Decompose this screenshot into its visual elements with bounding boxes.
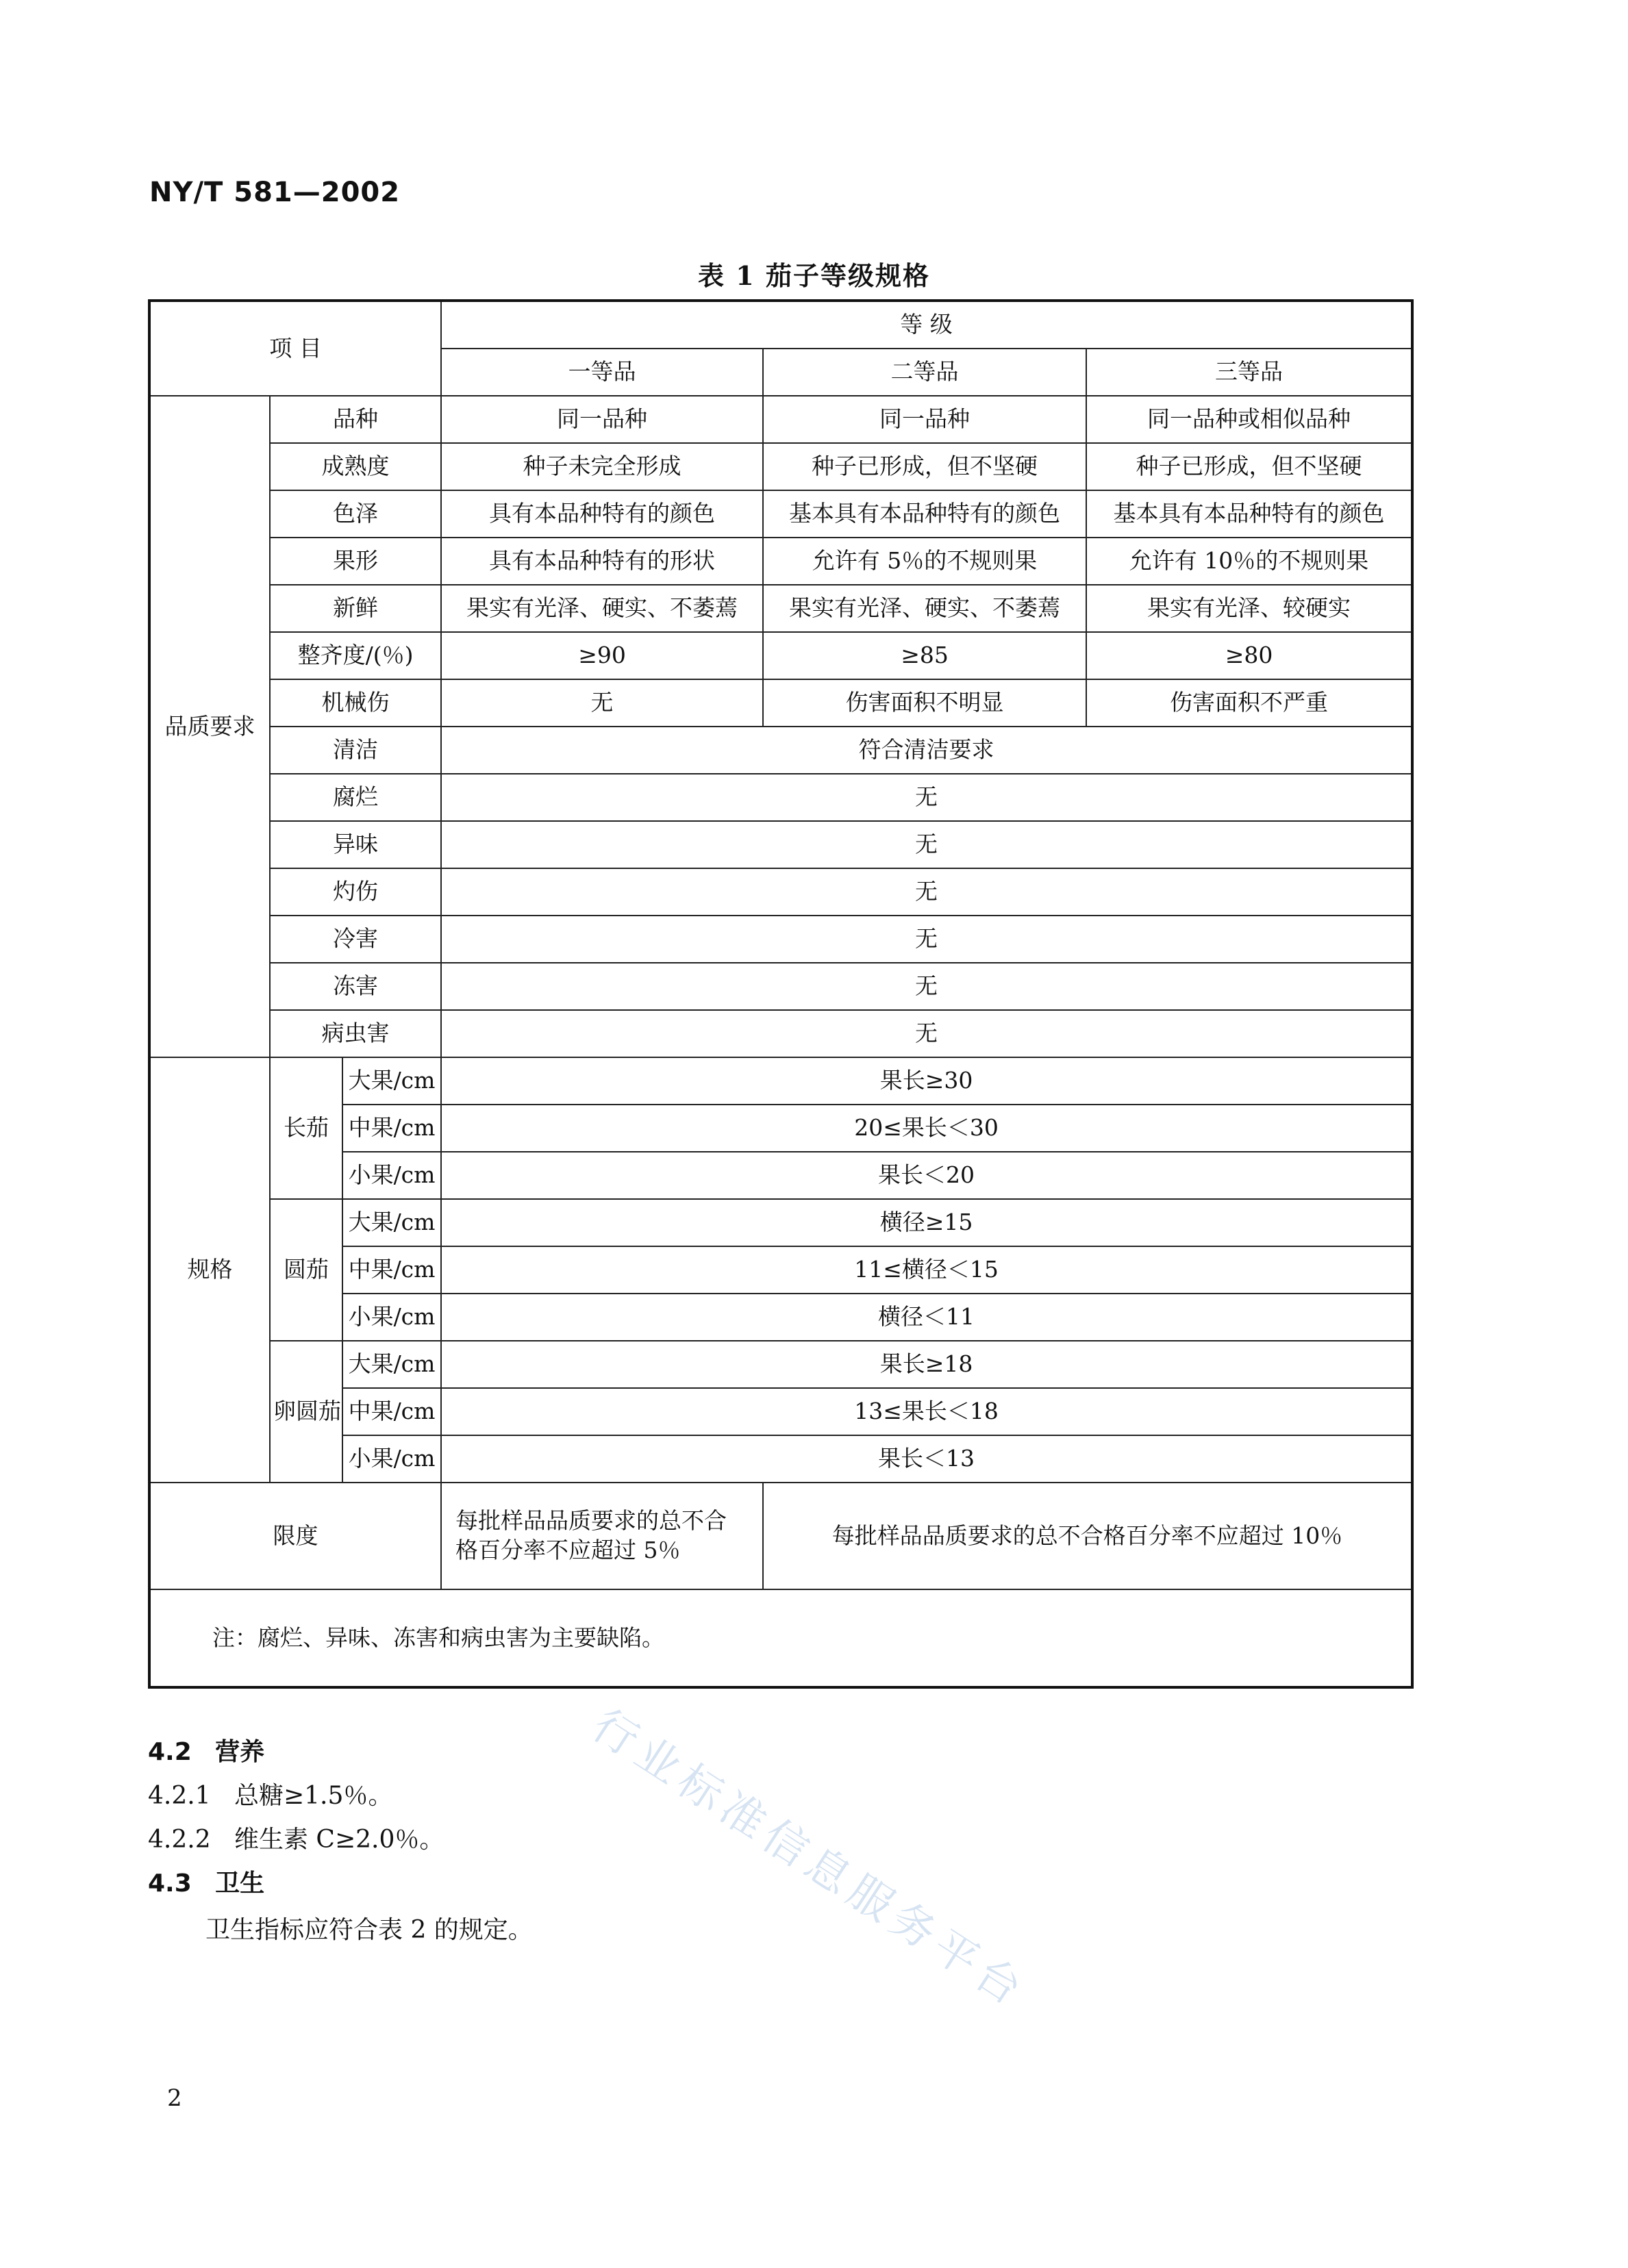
cell: 13≤果长＜18 xyxy=(441,1388,1412,1435)
table-row xyxy=(149,538,1412,585)
cell: 允许有 5％的不规则果 xyxy=(763,538,1086,585)
section-title: 卫生 xyxy=(215,1869,265,1898)
row-name: 病虫害 xyxy=(270,1010,441,1057)
document-code: NY/T 581—2002 xyxy=(149,177,401,208)
cell: 果长≥18 xyxy=(441,1341,1412,1388)
cell: 无 xyxy=(441,679,763,727)
cell: 基本具有本品种特有的颜色 xyxy=(1086,490,1412,538)
size-name: 大果/cm xyxy=(342,1199,441,1246)
cell: 允许有 10％的不规则果 xyxy=(1086,538,1412,585)
size-name: 小果/cm xyxy=(342,1152,441,1199)
cell: 种子已形成，但不坚硬 xyxy=(1086,443,1412,490)
table-row xyxy=(149,1483,1412,1589)
row-name: 品种 xyxy=(270,396,441,443)
row-name: 成熟度 xyxy=(270,443,441,490)
cell: 20≤果长＜30 xyxy=(441,1105,1412,1152)
cell: 果实有光泽、硬实、不萎蔫 xyxy=(763,585,1086,632)
cell: 符合清洁要求 xyxy=(441,727,1412,774)
cell: 11≤横径＜15 xyxy=(441,1246,1412,1294)
row-name: 冷害 xyxy=(270,916,441,963)
row-name: 冻害 xyxy=(270,963,441,1010)
cell: 无 xyxy=(441,916,1412,963)
size-name: 中果/cm xyxy=(342,1388,441,1435)
cell: 果实有光泽、较硬实 xyxy=(1086,585,1412,632)
table-row xyxy=(149,1589,1412,1687)
size-name: 大果/cm xyxy=(342,1341,441,1388)
spec-label: 规格 xyxy=(149,1057,270,1483)
table-row xyxy=(149,727,1412,774)
quality-label: 品质要求 xyxy=(149,396,270,1057)
table-row xyxy=(149,1199,1412,1246)
section-4-3 xyxy=(148,1864,264,1899)
watermark: 行业标准信息服务平台 xyxy=(583,1700,1036,2019)
row-name: 色泽 xyxy=(270,490,441,538)
header-grade-1: 一等品 xyxy=(441,349,763,396)
size-name: 小果/cm xyxy=(342,1435,441,1483)
spec-group-name: 圆茄 xyxy=(270,1199,342,1341)
table-row xyxy=(149,443,1412,490)
cell: 横径＜11 xyxy=(441,1294,1412,1341)
cell: 种子已形成，但不坚硬 xyxy=(763,443,1086,490)
cell: 伤害面积不明显 xyxy=(763,679,1086,727)
cell: ≥80 xyxy=(1086,632,1412,679)
table-row xyxy=(149,301,1412,349)
table-row xyxy=(149,821,1412,868)
cell: 果长＜20 xyxy=(441,1152,1412,1199)
section-number: 4.2.2 xyxy=(148,1826,211,1854)
size-name: 中果/cm xyxy=(342,1105,441,1152)
table-row xyxy=(149,490,1412,538)
table-row xyxy=(149,632,1412,679)
section-text: 维生素 C≥2.0％。 xyxy=(234,1826,444,1854)
table-row xyxy=(149,963,1412,1010)
table-row xyxy=(149,868,1412,916)
cell: 果实有光泽、硬实、不萎蔫 xyxy=(441,585,763,632)
table-row xyxy=(149,1341,1412,1388)
limit-grade-1: 每批样品品质要求的总不合格百分率不应超过 5％ xyxy=(441,1483,763,1589)
cell: 无 xyxy=(441,821,1412,868)
cell: 果长≥30 xyxy=(441,1057,1412,1105)
table-row xyxy=(149,585,1412,632)
row-name: 整齐度/(％) xyxy=(270,632,441,679)
row-name: 腐烂 xyxy=(270,774,441,821)
cell: 无 xyxy=(441,1010,1412,1057)
table-row xyxy=(149,774,1412,821)
cell: 同一品种或相似品种 xyxy=(1086,396,1412,443)
section-4-2-2 xyxy=(148,1820,444,1855)
header-item: 项 目 xyxy=(149,301,441,396)
cell: 基本具有本品种特有的颜色 xyxy=(763,490,1086,538)
cell: ≥85 xyxy=(763,632,1086,679)
cell: ≥90 xyxy=(441,632,763,679)
section-4-2-1 xyxy=(148,1776,392,1811)
section-number: 4.2.1 xyxy=(148,1782,211,1810)
cell: 具有本品种特有的颜色 xyxy=(441,490,763,538)
row-name: 灼伤 xyxy=(270,868,441,916)
cell: 同一品种 xyxy=(441,396,763,443)
table-title: 表 1 茄子等级规格 xyxy=(698,260,930,291)
row-name: 机械伤 xyxy=(270,679,441,727)
cell: 无 xyxy=(441,868,1412,916)
cell: 无 xyxy=(441,963,1412,1010)
section-4-2 xyxy=(148,1732,264,1767)
section-title: 营养 xyxy=(215,1738,265,1766)
spec-group-name: 长茄 xyxy=(270,1057,342,1199)
section-number: 4.2 xyxy=(148,1738,192,1766)
limit-grade-2-3: 每批样品品质要求的总不合格百分率不应超过 10％ xyxy=(763,1483,1412,1589)
table-row xyxy=(149,1057,1412,1105)
spec-group-name: 卵圆茄 xyxy=(270,1341,342,1483)
header-grade-2: 二等品 xyxy=(763,349,1086,396)
cell: 具有本品种特有的形状 xyxy=(441,538,763,585)
table-row xyxy=(149,916,1412,963)
cell: 伤害面积不严重 xyxy=(1086,679,1412,727)
table-note: 注：腐烂、异味、冻害和病虫害为主要缺陷。 xyxy=(149,1589,1412,1687)
section-text: 总糖≥1.5％。 xyxy=(234,1782,393,1810)
size-name: 小果/cm xyxy=(342,1294,441,1341)
cell: 横径≥15 xyxy=(441,1199,1412,1246)
cell: 种子未完全形成 xyxy=(441,443,763,490)
cell: 同一品种 xyxy=(763,396,1086,443)
row-name: 新鲜 xyxy=(270,585,441,632)
section-number: 4.3 xyxy=(148,1869,192,1898)
size-name: 大果/cm xyxy=(342,1057,441,1105)
header-grade-3: 三等品 xyxy=(1086,349,1412,396)
row-name: 异味 xyxy=(270,821,441,868)
grade-spec-table xyxy=(148,299,1414,1689)
page-number: 2 xyxy=(167,2084,182,2112)
header-grade: 等 级 xyxy=(441,301,1412,349)
table-row xyxy=(149,1010,1412,1057)
table-row xyxy=(149,396,1412,443)
row-name: 清洁 xyxy=(270,727,441,774)
limit-label: 限度 xyxy=(149,1483,441,1589)
cell: 无 xyxy=(441,774,1412,821)
section-4-3-body: 卫生指标应符合表 2 的规定。 xyxy=(205,1916,533,1944)
row-name: 果形 xyxy=(270,538,441,585)
table-row xyxy=(149,679,1412,727)
size-name: 中果/cm xyxy=(342,1246,441,1294)
cell: 果长＜13 xyxy=(441,1435,1412,1483)
